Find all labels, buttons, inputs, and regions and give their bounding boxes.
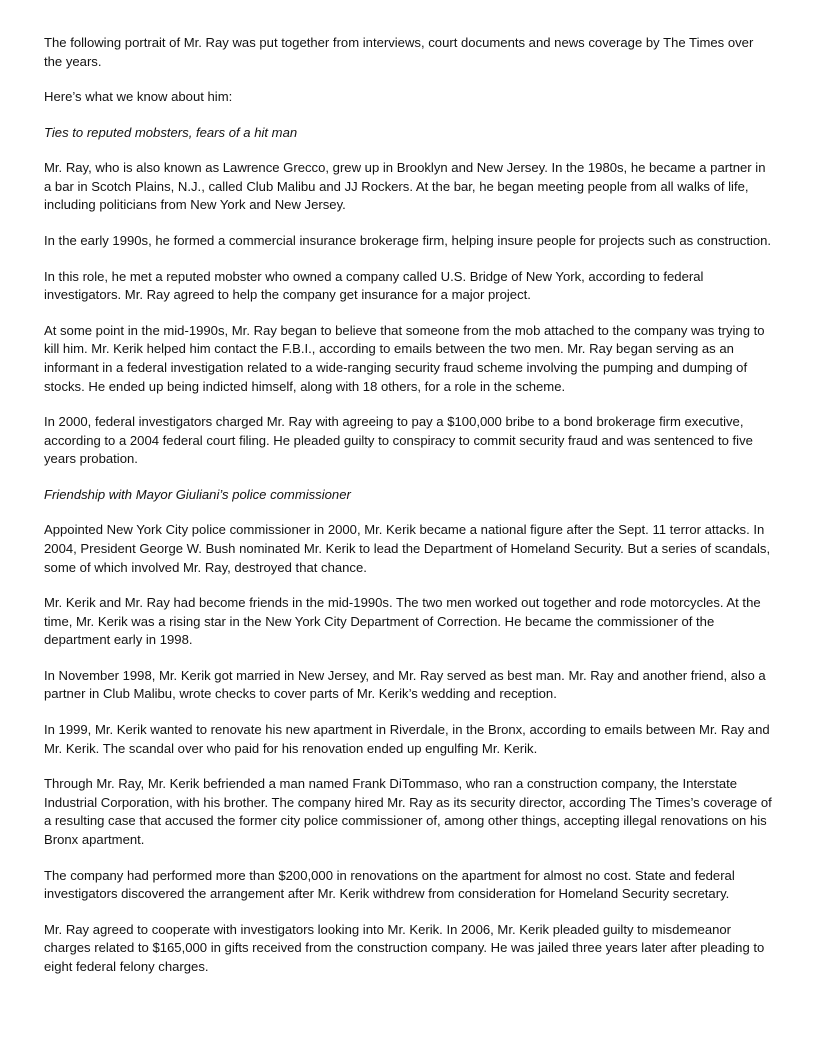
- paragraph: Here’s what we know about him:: [44, 89, 233, 105]
- paragraph: Mr. Ray, who is also known as Lawrence Grecco, grew up in Brooklyn and New Jersey. In the 1980s, he became a partner in a bar in Scotch Plains, N.J., called Club Malibu and JJ Rockers. At the bar, he began meeting people from all walks of life, including politicians from New York and New Jersey.: [44, 160, 766, 213]
- paragraph: Appointed New York City police commissioner in 2000, Mr. Kerik became a national figure after the Sept. 11 terror attacks. In 2004, President George W. Bush nominated Mr. Kerik to lead the Department of Homeland Security. But a series of scandals, some of which involved Mr. Ray, destroyed that chance.: [44, 522, 771, 575]
- paragraph: Mr. Ray agreed to cooperate with investigators looking into Mr. Kerik. In 2006, Mr. Kerik pleaded guilty to misdemeanor charges related to $165,000 in gifts received from the construction company. He was jailed three years later after pleading to eight federal felony charges.: [44, 921, 765, 974]
- paragraph: In 1999, Mr. Kerik wanted to renovate his new apartment in Riverdale, in the Bronx, according to emails between Mr. Ray and Mr. Kerik. The scandal over who paid for his renovation ended up engulfing Mr. Kerik.: [44, 722, 770, 756]
- paragraph: Through Mr. Ray, Mr. Kerik befriended a man named Frank DiTommaso, who ran a construction company, the Interstate Industrial Corporation, with his brother. The company hired Mr. Ray as its security director, according The Times’s coverage of a resulting case that accused the former city police commissioner of, among other things, accepting illegal renovations on his Bronx apartment.: [44, 776, 772, 847]
- paragraph: In the early 1990s, he formed a commercial insurance brokerage firm, helping insure people for projects such as construction.: [44, 233, 772, 249]
- section-subheading: Friendship with Mayor Giuliani’s police commissioner: [44, 486, 351, 502]
- document-body: [44, 34, 772, 976]
- paragraph: At some point in the mid-1990s, Mr. Ray began to believe that someone from the mob attached to the company was trying to kill him. Mr. Kerik helped him contact the F.B.I., according to emails between the two men. Mr. Ray began serving as an informant in a federal investigation related to a wide-ranging security fraud scheme involving the pumping and dumping of stocks. He ended up being indicted himself, along with 18 others, for a role in the scheme.: [44, 322, 765, 394]
- paragraph: The following portrait of Mr. Ray was put together from interviews, court documents and news coverage by The Times over the years.: [44, 35, 754, 69]
- paragraph: The company had performed more than $200,000 in renovations on the apartment for almost no cost. State and federal investigators discovered the arrangement after Mr. Kerik withdrew from consideration for Homeland Security secretary.: [44, 867, 735, 902]
- paragraph: In 2000, federal investigators charged Mr. Ray with agreeing to pay a $100,000 bribe to a bond brokerage firm executive, according to a 2004 federal court filing. He pleaded guilty to conspiracy to commit security fraud and was sentenced to five years probation.: [44, 414, 753, 467]
- section-subheading: Ties to reputed mobsters, fears of a hit man: [44, 124, 298, 140]
- paragraph: Mr. Kerik and Mr. Ray had become friends in the mid-1990s. The two men worked out together and rode motorcycles. At the time, Mr. Kerik was a rising star in the New York City Department of Correction. He became the commissioner of the department early in 1998.: [44, 595, 761, 648]
- paragraph: In this role, he met a reputed mobster who owned a company called U.S. Bridge of New York, according to federal investigators. Mr. Ray agreed to help the company get insurance for a major project.: [44, 268, 704, 303]
- paragraph: In November 1998, Mr. Kerik got married in New Jersey, and Mr. Ray served as best man. Mr. Ray and another friend, also a partner in Club Malibu, wrote checks to cover parts of Mr. Kerik’s wedding and reception.: [44, 667, 766, 702]
